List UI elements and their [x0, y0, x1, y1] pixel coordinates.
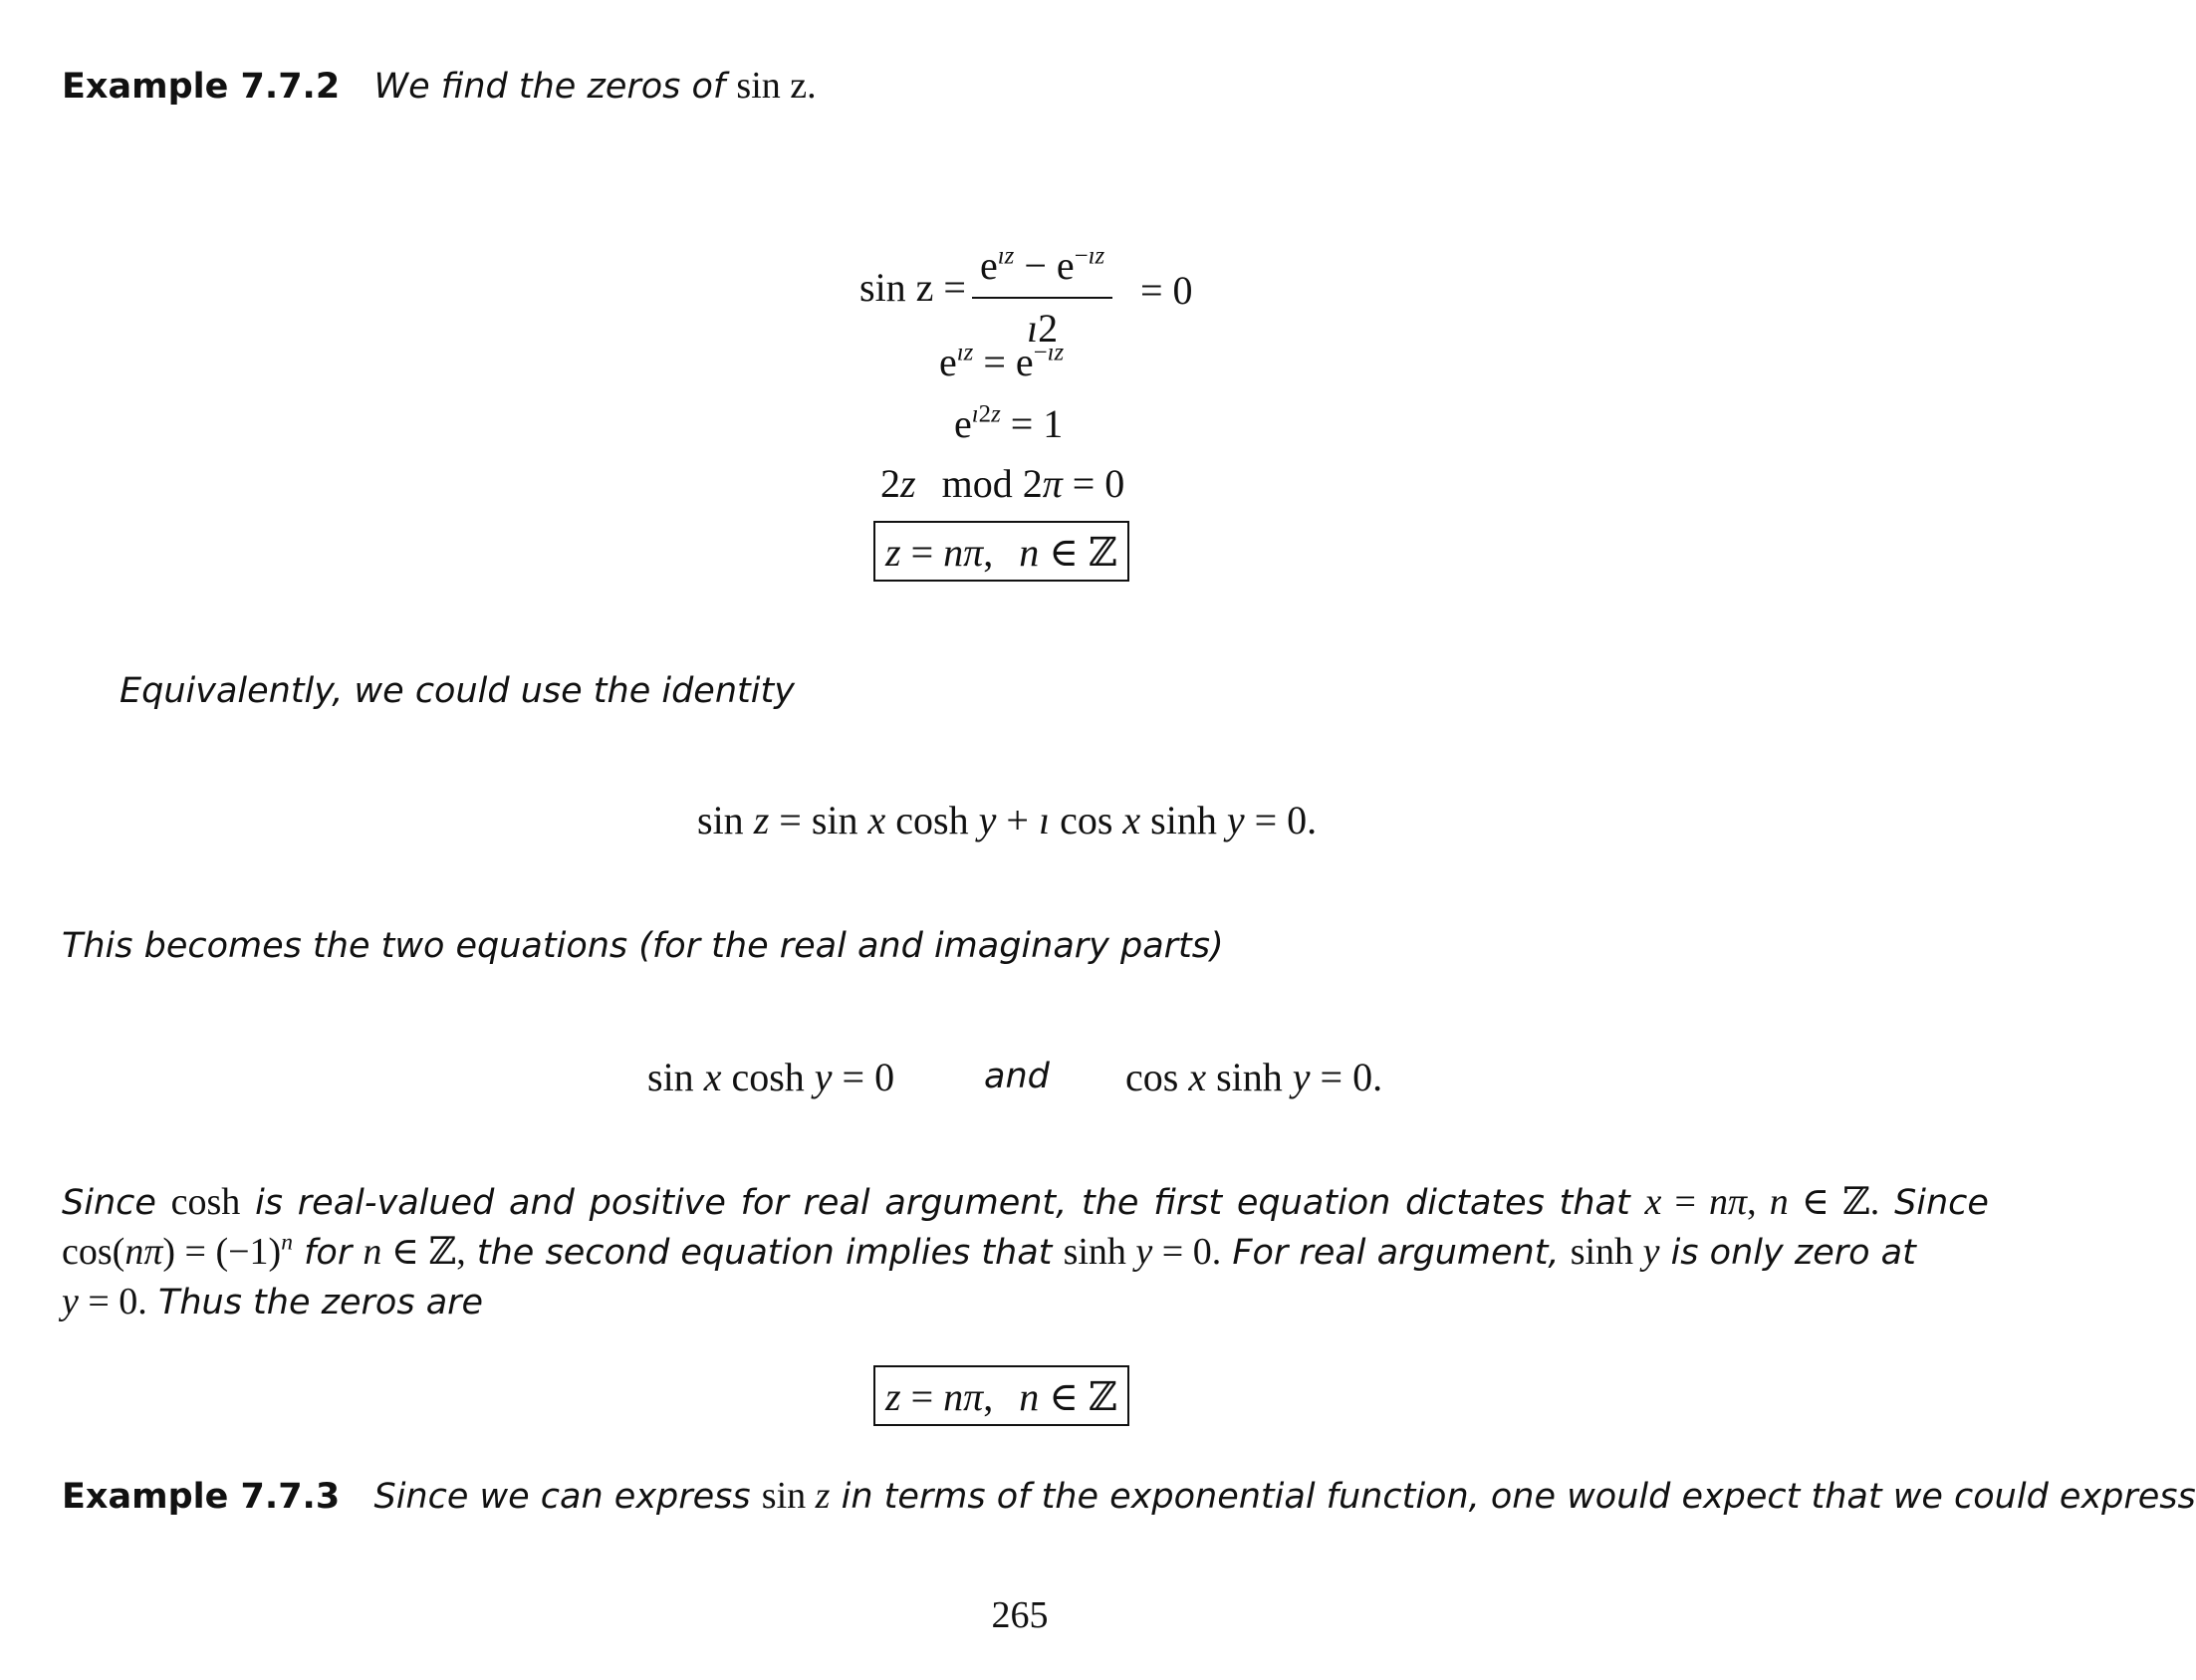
para-since-t5: the second equation implies that — [476, 1233, 1053, 1273]
para-since-m3: $\cos(n\pi) = (-1)^n$ — [62, 1229, 293, 1273]
para-since-m2: x = nπ, n ∈ ℤ. — [1644, 1181, 1880, 1223]
example-math: sin z. — [736, 65, 817, 107]
equation-imaginary-part: cos x sinh y = 0. — [1125, 1055, 1383, 1099]
para-since-t1: Since — [62, 1183, 156, 1223]
deriv-line2: $e^{ız} = e^{-ız}$ — [939, 339, 1065, 384]
para-since-t2: is real-valued and positive for real argument, the first equation dictates that — [255, 1183, 1630, 1223]
fraction-numerator: $e^{ız} - e^{-ız}$ — [972, 242, 1112, 299]
fraction — [972, 242, 1112, 352]
para-since-t8: Thus the zeros are — [157, 1283, 484, 1322]
para-equivalently: Equivalently, we could use the identity — [120, 671, 795, 711]
example-text-1: Since we can express — [373, 1477, 751, 1517]
equation-real-part: sin x cosh y = 0 — [647, 1055, 895, 1099]
deriv-line1-rhs: = 0 — [1140, 268, 1193, 313]
example-label: Example 7.7.2 — [62, 67, 341, 107]
deriv-line3: $e^{ı2z} = 1$ — [954, 400, 1064, 446]
deriv-line5-boxed: z = nπ, n ∈ ℤ — [873, 521, 1129, 582]
deriv-line1-fraction — [966, 242, 1118, 352]
equation-connector: and — [984, 1057, 1050, 1096]
deriv-line1-lhs: sin z = — [859, 265, 966, 310]
para-since-t3: Since — [1894, 1183, 1989, 1223]
fraction-denominator: ı2 — [1027, 306, 1059, 351]
example-7-7-3-line — [62, 1474, 2196, 1518]
para-since-m6: sinh y — [1570, 1231, 1660, 1273]
para-two-equations: This becomes the two equations (for the real and imaginary parts) — [62, 926, 1224, 966]
example-label: Example 7.7.3 — [62, 1477, 341, 1517]
deriv-line4: 2z mod 2π = 0 — [880, 461, 1125, 506]
example-7-7-2-line — [62, 64, 817, 108]
example-math: sin z — [761, 1475, 831, 1517]
page-number: 265 — [991, 1594, 1049, 1636]
identity-equation: sin z = sin x cosh y + ı cos x sinh y = 0. — [697, 798, 1318, 842]
para-since-t6: For real argument, — [1232, 1233, 1560, 1273]
para-since — [62, 1178, 1989, 1327]
example-text: We find the zeros of — [373, 67, 726, 107]
para-since-m5: sinh y = 0. — [1063, 1231, 1222, 1273]
para-since-m4: n ∈ ℤ, — [363, 1231, 466, 1273]
result-boxed: z = nπ, n ∈ ℤ — [873, 1365, 1129, 1426]
para-since-t7: is only zero at — [1670, 1233, 1916, 1273]
para-since-m1: cosh — [170, 1181, 241, 1223]
para-since-t4: for — [304, 1233, 353, 1273]
example-text-2: in terms of the exponential function, one would expect that we could express — [841, 1477, 2196, 1517]
para-since-m7: y = 0. — [62, 1281, 147, 1322]
